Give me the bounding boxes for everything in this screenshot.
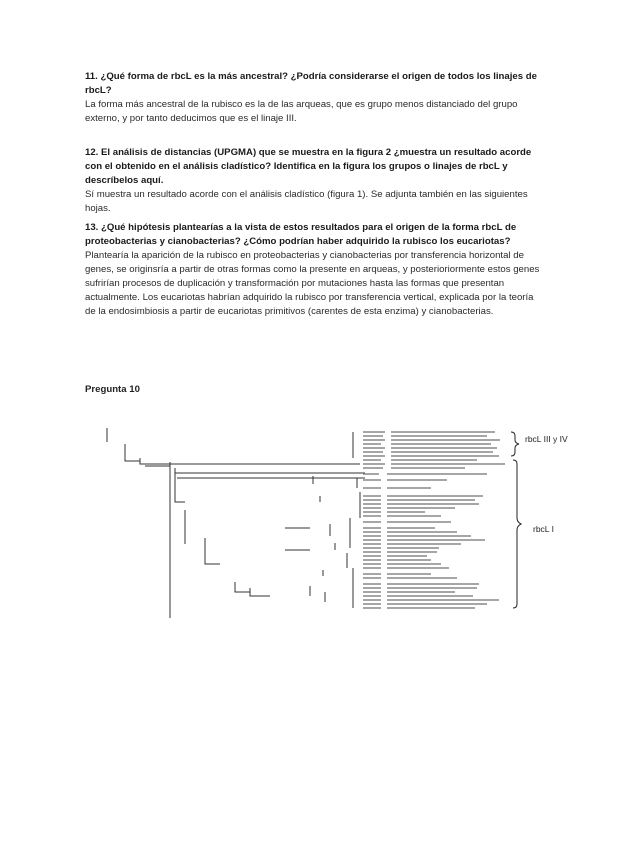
tree-branches [107, 428, 365, 618]
tip-labels-texture [363, 432, 505, 608]
group-label-rbcl-i: rbcL I [533, 524, 554, 534]
section-heading: Pregunta 10 [85, 384, 140, 395]
question-13-block [85, 221, 540, 319]
question-11: 11. ¿Qué forma de rbcL es la más ancestral? ¿Podría considerarse el origen de todos los linajes de rbcL? [85, 71, 537, 96]
phylogenetic-tree-figure [95, 418, 525, 618]
answer-11: La forma más ancestral de la rubisco es la de las arqueas, que es grupo menos distanciado del grupo externo, y por tanto deducimos que es el linaje III. [85, 99, 518, 124]
answer-13: Plantearía la aparición de la rubisco en proteobacterias y cianobacterias por transferencia horizontal de genes, se originsría a partir de otras formas como la presente en arqueas, y posterioriormente estos genes sufrirían procesos de duplicación y transformación por mutaciones hasta las formas que presentan actualmente. Los eucariotas habrían adquirido la rubisco por transferencia vertical, explicada por la teoría de la endosimbiosis a partir de eucariotas primitivos (carentes de esta enzima) y cianobacterias. [85, 250, 540, 317]
question-13: 13. ¿Qué hipótesis plantearías a la vista de estos resultados para el origen de la forma rbcL de proteobacterias y cianobacterias? ¿Cómo podrían haber adquirido la rubisco los eucariotas? [85, 222, 517, 247]
group-braces [511, 432, 521, 608]
group-label-rbcl-iii-iv: rbcL III y IV [525, 434, 568, 444]
question-12: 12. El análisis de distancias (UPGMA) que se muestra en la figura 2 ¿muestra un resultado acorde con el obtenido en el análisis cladístico? Identifica en la figura los grupos o linajes de rbcL y descríbelos aquí. [85, 147, 532, 186]
question-11-block [85, 70, 540, 126]
answer-12: Sí muestra un resultado acorde con el análisis cladístico (figura 1). Se adjunta también en las siguientes hojas. [85, 189, 528, 214]
question-12-block [85, 146, 540, 216]
